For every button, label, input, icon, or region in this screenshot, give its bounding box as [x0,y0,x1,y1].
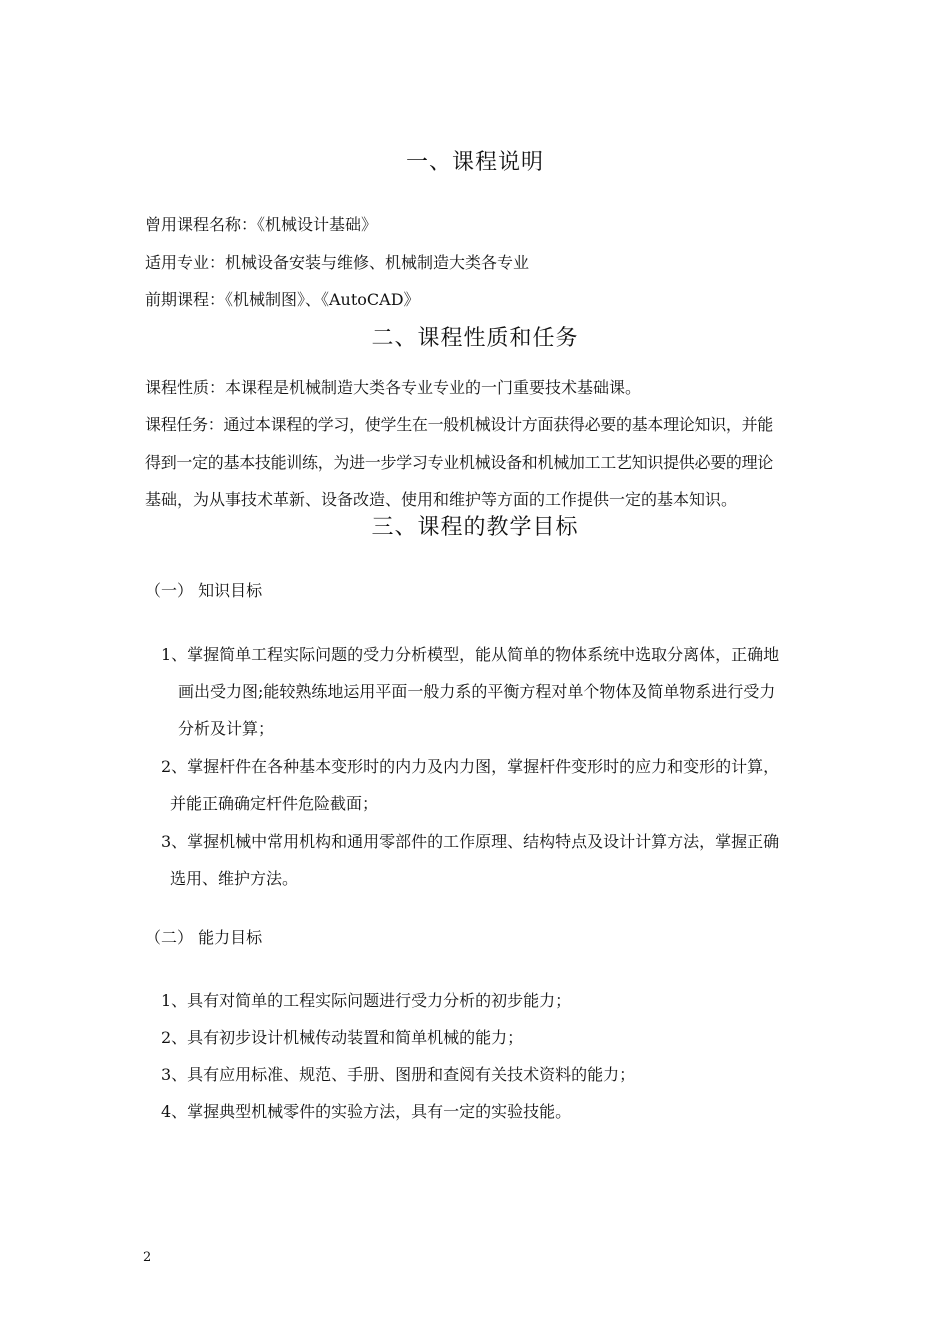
ability-item: 4、掌握典型机械零件的实验方法，具有一定的实验技能。 [161,1102,572,1121]
section-2-title: 二、课程性质和任务 [371,326,579,351]
knowledge-goals-heading: （一） 知识目标 [145,581,263,600]
page-number: 2 [143,1250,152,1265]
section-3-title: 三、课程的教学目标 [371,515,579,540]
section-1-title: 一、课程说明 [405,150,544,175]
knowledge-item-3-line: 3、掌握机械中常用机构和通用零部件的工作原理、结构特点及设计计算方法，掌握正确 [161,832,780,851]
course-task-line: 得到一定的基本技能训练，为进一步学习专业机械设备和机械加工工艺知识提供必要的理论 [145,453,774,472]
knowledge-item-1-line: 1、掌握简单工程实际问题的受力分析模型，能从简单的物体系统中选取分离体，正确地 [161,645,780,664]
knowledge-item-3-line: 选用、维护方法。 [170,869,299,888]
knowledge-item-1-line: 分析及计算； [178,719,275,738]
knowledge-item-1-line: 画出受力图;能较熟练地运用平面一般力系的平衡方程对单个物体及简单物系进行受力 [178,682,776,701]
ability-item: 1、具有对简单的工程实际问题进行受力分析的初步能力； [161,991,572,1010]
ability-item: 2、具有初步设计机械传动装置和简单机械的能力； [161,1028,524,1047]
course-nature: 课程性质：本课程是机械制造大类各专业专业的一门重要技术基础课。 [145,378,642,397]
applicable-majors: 适用专业：机械设备安装与维修、机械制造大类各专业 [145,253,530,272]
knowledge-item-2-line: 2、掌握杆件在各种基本变形时的内力及内力图，掌握杆件变形时的应力和变形的计算， [161,757,780,776]
course-task-line: 课程任务：通过本课程的学习，使学生在一般机械设计方面获得必要的基本理论知识，并能 [145,415,774,434]
knowledge-item-2-line: 并能正确确定杆件危险截面； [170,794,379,813]
course-task-line: 基础，为从事技术革新、设备改造、使用和维护等方面的工作提供一定的基本知识。 [145,490,738,509]
ability-goals-heading: （二） 能力目标 [145,928,263,947]
prerequisite-courses: 前期课程：《机械制图》、《AutoCAD》 [145,290,420,309]
former-course-name: 曾用课程名称：《机械设计基础》 [145,215,378,234]
ability-item: 3、具有应用标准、规范、手册、图册和查阅有关技术资料的能力； [161,1065,636,1084]
